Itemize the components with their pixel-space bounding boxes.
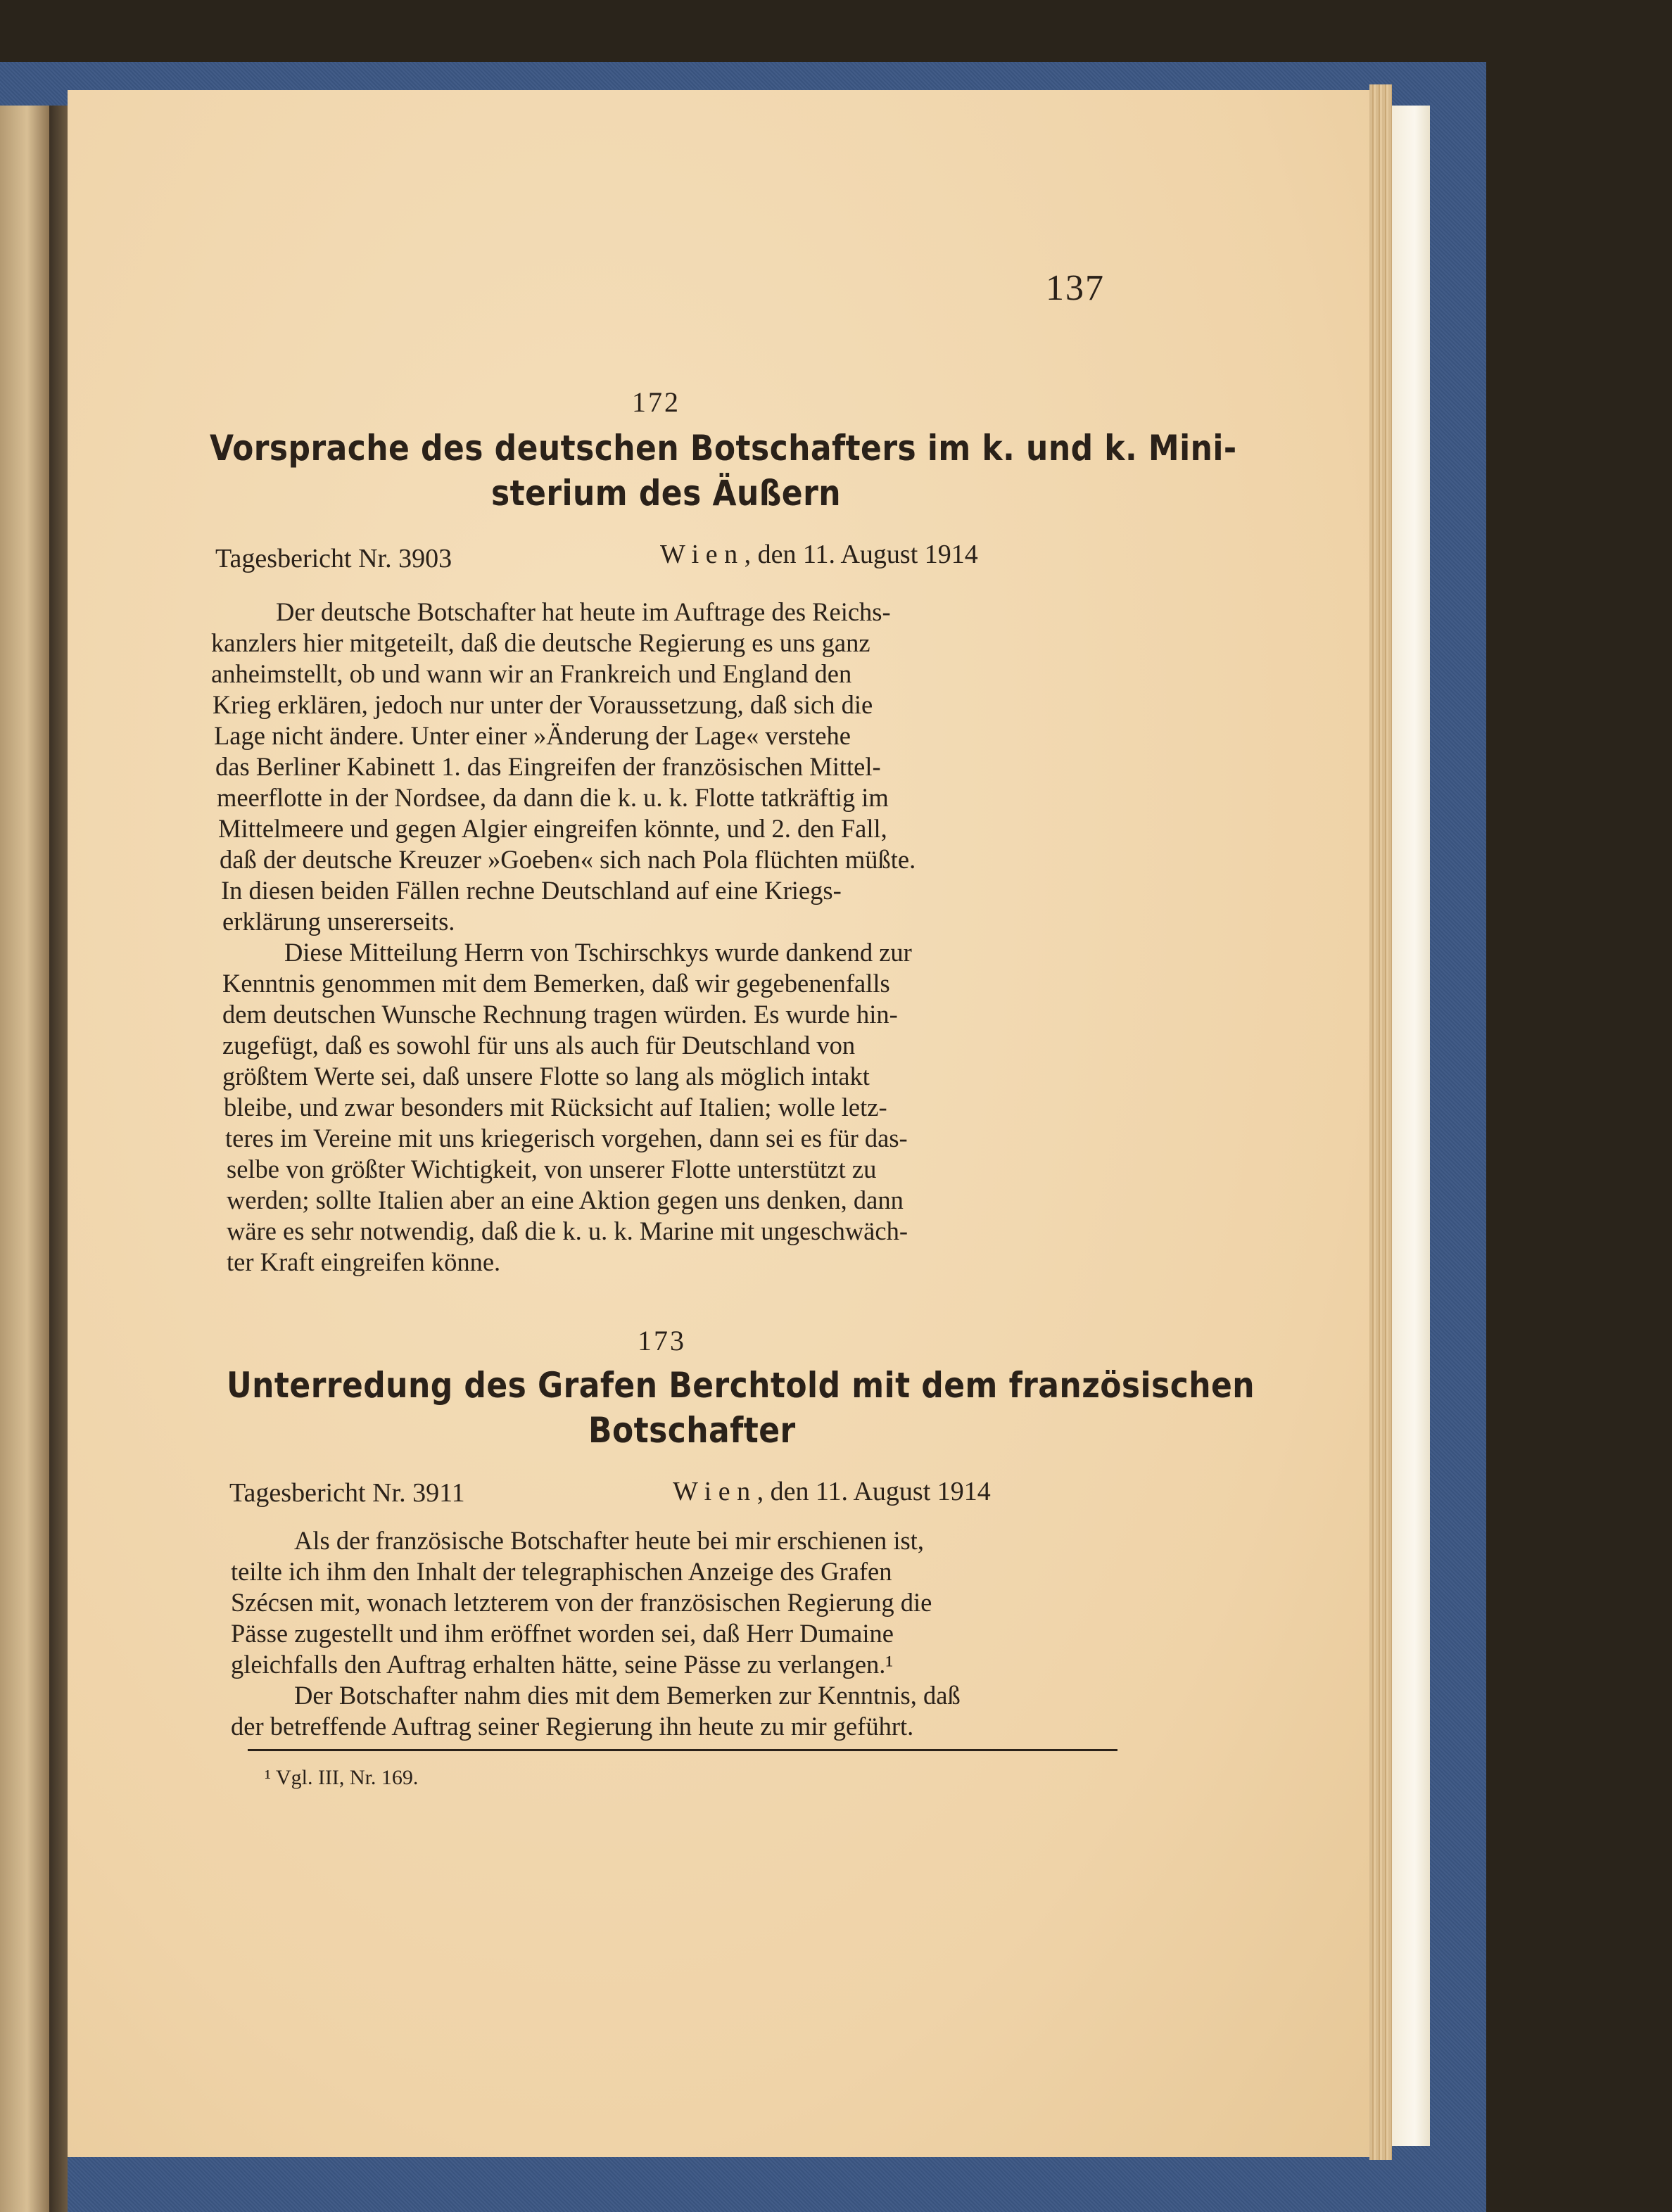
paragraph-line: werden; sollte Italien aber an eine Aktion gegen uns denken, dann: [227, 1186, 904, 1214]
paragraph-line: Mittelmeere und gegen Algier eingreifen könnte, und 2. den Fall,: [218, 814, 887, 843]
paragraph-line: teilte ich ihm den Inhalt der telegraphischen Anzeige des Grafen: [231, 1557, 892, 1586]
paragraph-line: Diese Mitteilung Herrn von Tschirschkys wurde dankend zur: [284, 938, 912, 967]
page-stack-edges: [1369, 84, 1392, 2160]
place-date: W i e n , den 11. August 1914: [660, 540, 978, 569]
paragraph-line: teres im Vereine mit uns kriegerisch vorgehen, dann sei es für das-: [225, 1124, 908, 1152]
endpaper-edge: [1392, 106, 1430, 2146]
report-reference: Tagesbericht Nr. 3903: [215, 544, 452, 573]
place-date: W i e n , den 11. August 1914: [673, 1477, 991, 1506]
document-number: 173: [638, 1325, 686, 1356]
document-number: 172: [632, 386, 680, 418]
section-heading-line: Unterredung des Grafen Berchtold mit dem französischen: [227, 1365, 1255, 1406]
paragraph-line: selbe von größter Wichtigkeit, von unserer Flotte unterstützt zu: [227, 1155, 877, 1183]
paragraph-line: der betreffende Auftrag seiner Regierung ihn heute zu mir geführt.: [231, 1712, 914, 1741]
paragraph-line: meerflotte in der Nordsee, da dann die k. u. k. Flotte tatkräftig im: [217, 783, 889, 812]
paragraph-line: gleichfalls den Auftrag erhalten hätte, seine Pässe zu verlangen.¹: [231, 1650, 894, 1679]
section-heading-line: Botschafter: [588, 1410, 796, 1451]
footnote-rule: [248, 1749, 1117, 1751]
paragraph-line: daß der deutsche Kreuzer »Goeben« sich nach Pola flüchten müßte.: [220, 845, 916, 874]
paragraph-line: Kenntnis genommen mit dem Bemerken, daß wir gegebenenfalls: [222, 969, 890, 998]
paragraph-line: Pässe zugestellt und ihm eröffnet worden sei, daß Herr Dumaine: [231, 1619, 894, 1648]
paragraph-line: das Berliner Kabinett 1. das Eingreifen der französischen Mittel-: [215, 752, 881, 781]
report-reference: Tagesbericht Nr. 3911: [229, 1478, 465, 1508]
left-page-edge: [0, 106, 49, 2212]
paragraph-line: anheimstellt, ob und wann wir an Frankreich und England den: [211, 659, 852, 688]
paragraph-line: Der Botschafter nahm dies mit dem Bemerken zur Kenntnis, daß: [294, 1681, 961, 1710]
section-heading-line: sterium des Äußern: [491, 473, 841, 514]
paragraph-line: In diesen beiden Fällen rechne Deutschland auf eine Kriegs-: [221, 876, 842, 905]
book-gutter: [49, 106, 68, 2212]
footnote: ¹ Vgl. III, Nr. 169.: [265, 1766, 419, 1789]
paragraph-line: Szécsen mit, wonach letzterem von der französischen Regierung die: [231, 1588, 932, 1617]
paragraph-line: Der deutsche Botschafter hat heute im Auftrage des Reichs-: [276, 597, 891, 626]
page-number: 137: [1046, 268, 1105, 308]
paragraph-line: wäre es sehr notwendig, daß die k. u. k. Marine mit ungeschwäch-: [227, 1216, 908, 1245]
paragraph-line: ter Kraft eingreifen könne.: [227, 1247, 501, 1276]
paragraph-line: kanzlers hier mitgeteilt, daß die deutsche Regierung es uns ganz: [211, 628, 870, 657]
paragraph-line: zugefügt, daß es sowohl für uns als auch für Deutschland von: [222, 1031, 856, 1060]
paragraph-line: größtem Werte sei, daß unsere Flotte so lang als möglich intakt: [222, 1062, 870, 1091]
paragraph-line: erklärung unsererseits.: [222, 907, 455, 936]
paragraph-line: Krieg erklären, jedoch nur unter der Voraussetzung, daß sich die: [213, 690, 873, 719]
section-heading-line: Vorsprache des deutschen Botschafters im k. und k. Mini-: [210, 428, 1237, 469]
paragraph-line: dem deutschen Wunsche Rechnung tragen würden. Es wurde hin-: [222, 1000, 898, 1029]
paragraph-line: Lage nicht ändere. Unter einer »Änderung der Lage« verstehe: [214, 721, 851, 750]
paragraph-line: bleibe, und zwar besonders mit Rücksicht auf Italien; wolle letz-: [224, 1093, 887, 1121]
paragraph-line: Als der französische Botschafter heute bei mir erschienen ist,: [294, 1526, 924, 1555]
